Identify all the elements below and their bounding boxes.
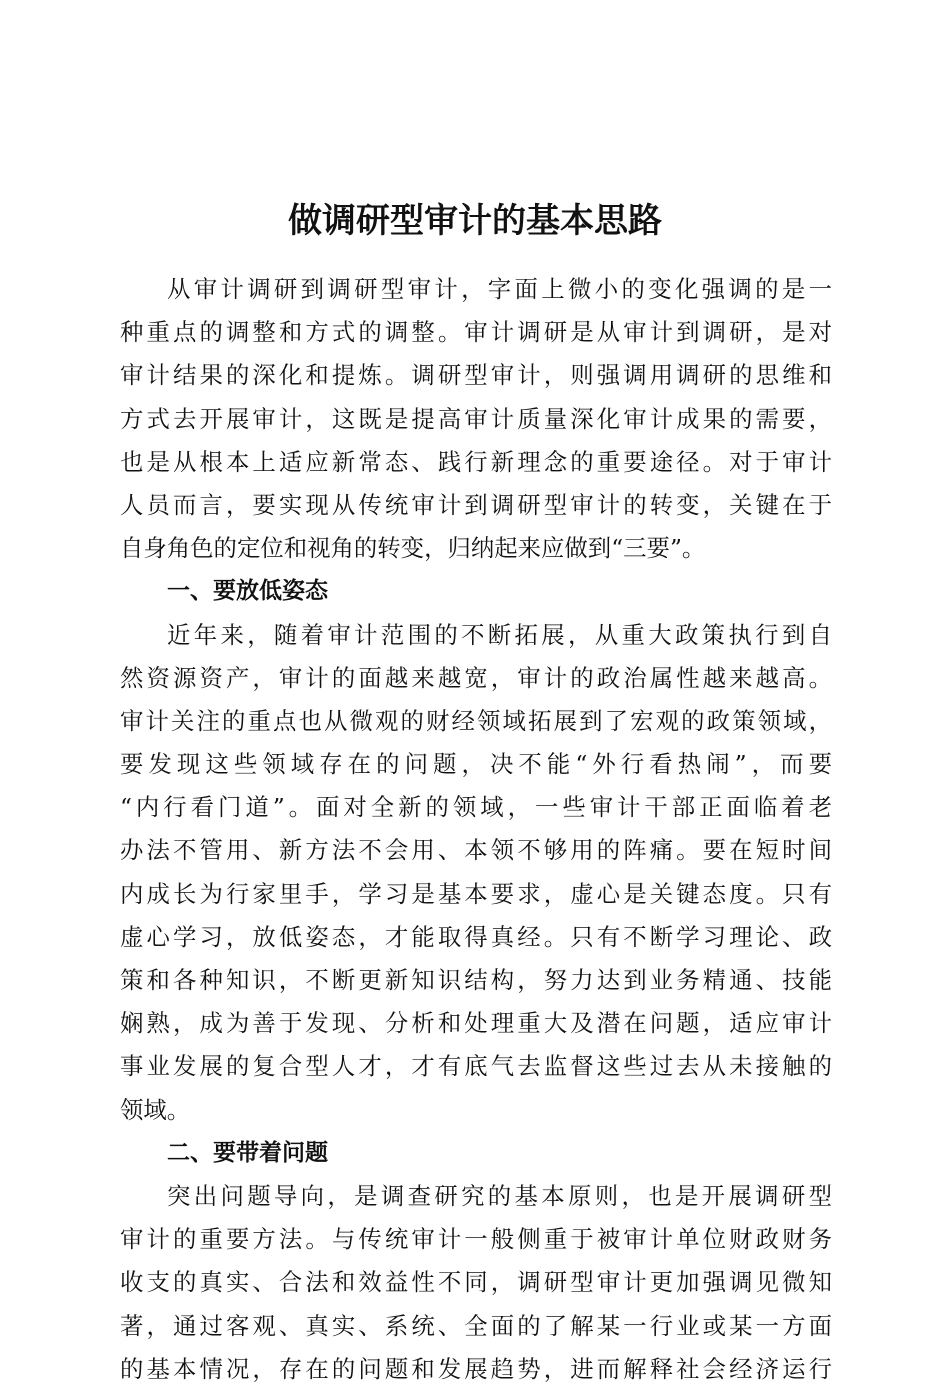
document-title: 做调研型审计的基本思路 [288,201,662,241]
paragraph-line: 娴熟，成为善于发现、分析和处理重大及潜在问题，适应审计 [120,1009,832,1038]
paragraph-line: 审计的重要方法。与传统审计一般侧重于被审计单位财政财务 [120,1225,832,1254]
paragraph-line: “内行看门道”。面对全新的领域，一些审计干部正面临着老 [120,793,832,822]
section-heading: 二、要带着问题 [167,1139,328,1166]
section-heading: 一、要放低姿态 [167,578,328,605]
paragraph-line: 近年来，随着审计范围的不断拓展，从重大政策执行到自 [167,620,832,649]
paragraph-line: 要发现这些领域存在的问题，决不能“外行看热闹”，而要 [120,750,832,779]
paragraph-line: 突出问题导向，是调查研究的基本原则，也是开展调研型 [167,1181,832,1210]
paragraph-line: 内成长为行家里手，学习是基本要求，虚心是关键态度。只有 [120,879,832,908]
paragraph-line: 审计结果的深化和提炼。调研型审计，则强调用调研的思维和 [120,361,832,390]
paragraph-line: 也是从根本上适应新常态、践行新理念的重要途径。对于审计 [120,447,832,476]
paragraph-line: 自身角色的定位和视角的转变，归纳起来应做到“三要”。 [120,534,706,563]
paragraph-line: 著，通过客观、真实、系统、全面的了解某一行业或某一方面 [120,1311,832,1340]
paragraph-line: 虚心学习，放低姿态，才能取得真经。只有不断学习理论、政 [120,922,832,951]
paragraph-line: 从审计调研到调研型审计，字面上微小的变化强调的是一 [167,275,832,303]
paragraph-line: 审计关注的重点也从微观的财经领域拓展到了宏观的政策领域， [120,706,832,735]
paragraph-line: 方式去开展审计，这既是提高审计质量深化审计成果的需要， [120,404,832,433]
paragraph-line: 的基本情况，存在的问题和发展趋势，进而解释社会经济运行 [120,1354,832,1383]
paragraph-line: 种重点的调整和方式的调整。审计调研是从审计到调研，是对 [120,318,832,347]
paragraph-line: 策和各种知识，不断更新知识结构，努力达到业务精通、技能 [120,966,832,994]
paragraph-line: 收支的真实、合法和效益性不同，调研型审计更加强调见微知 [120,1268,832,1297]
paragraph-line: 办法不管用、新方法不会用、本领不够用的阵痛。要在短时间 [120,836,832,865]
paragraph-line: 领域。 [120,1095,191,1124]
paragraph-line: 事业发展的复合型人才，才有底气去监督这些过去从未接触的 [120,1052,832,1081]
paragraph-line: 然资源资产，审计的面越来越宽，审计的政治属性越来越高。 [120,663,832,692]
paragraph-line: 人员而言，要实现从传统审计到调研型审计的转变，关键在于 [120,490,832,519]
document-body [120,268,832,1391]
